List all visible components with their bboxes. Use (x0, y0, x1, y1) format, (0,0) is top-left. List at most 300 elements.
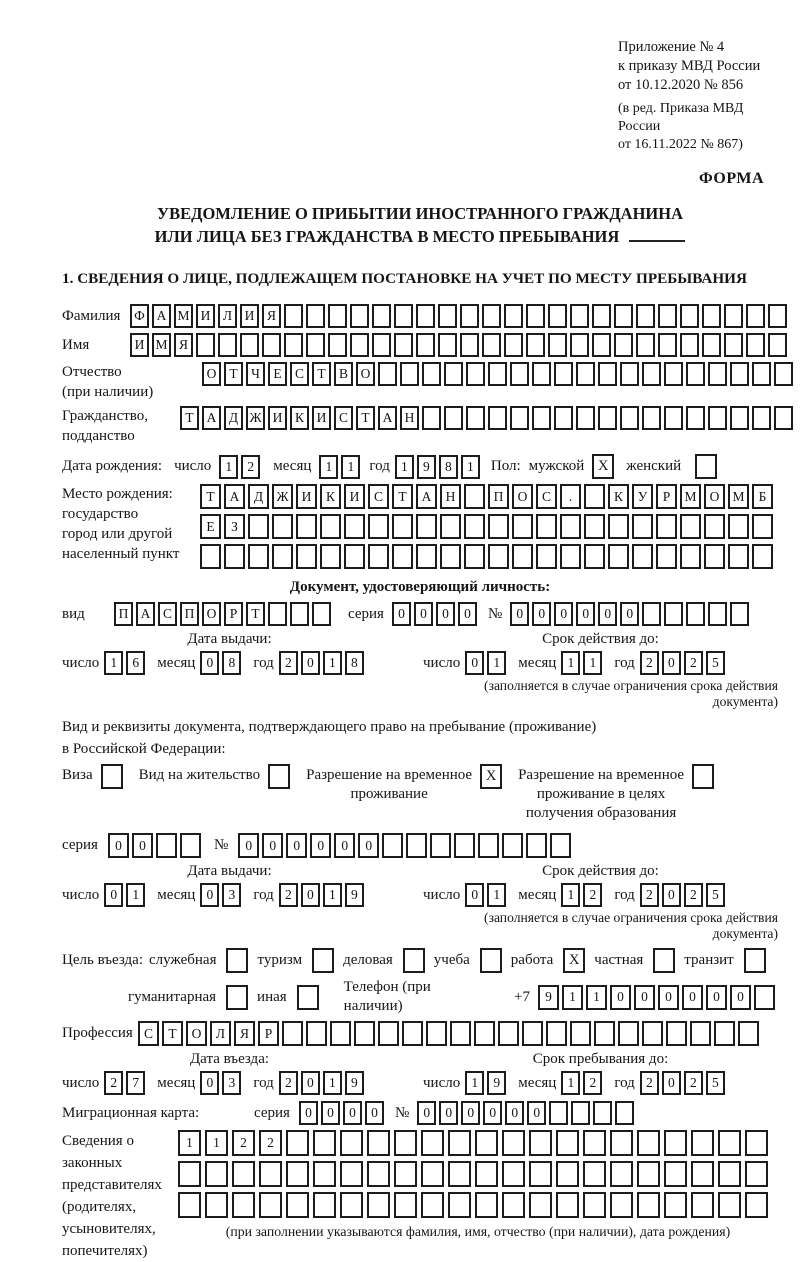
char-cell[interactable]: 2 (640, 651, 659, 675)
char-cell[interactable] (286, 1192, 309, 1218)
purpose-business-checkbox[interactable] (403, 948, 425, 973)
char-cell[interactable]: А (378, 406, 397, 430)
char-cell[interactable] (367, 1161, 390, 1187)
char-cell[interactable]: И (240, 304, 259, 328)
char-cell[interactable] (248, 544, 269, 569)
char-cell[interactable]: 0 (436, 602, 455, 626)
char-cell[interactable]: А (416, 484, 437, 509)
temporary-residence-checkbox[interactable]: X (480, 764, 502, 789)
char-cell[interactable] (610, 1192, 633, 1218)
char-cell[interactable] (730, 406, 749, 430)
temporary-residence-education-checkbox[interactable] (692, 764, 714, 789)
char-cell[interactable]: И (130, 333, 149, 357)
char-cell[interactable]: 0 (465, 651, 484, 675)
char-cell[interactable] (724, 333, 743, 357)
char-cell[interactable] (546, 1021, 567, 1046)
char-cell[interactable] (350, 333, 369, 357)
char-cell[interactable]: П (488, 484, 509, 509)
char-cell[interactable]: Б (752, 484, 773, 509)
char-cell[interactable] (636, 304, 655, 328)
char-cell[interactable]: В (334, 362, 353, 386)
char-cell[interactable] (328, 333, 347, 357)
char-cell[interactable]: 1 (219, 455, 238, 479)
char-cell[interactable]: 0 (104, 883, 123, 907)
char-cell[interactable] (526, 333, 545, 357)
char-cell[interactable]: 0 (554, 602, 573, 626)
char-cell[interactable] (448, 1192, 471, 1218)
char-cell[interactable] (686, 406, 705, 430)
char-cell[interactable]: 0 (238, 833, 259, 858)
char-cell[interactable] (268, 602, 287, 626)
char-cell[interactable]: 3 (222, 1071, 241, 1095)
char-cell[interactable]: 0 (301, 883, 320, 907)
char-cell[interactable]: 1 (395, 455, 414, 479)
char-cell[interactable]: Я (262, 304, 281, 328)
char-cell[interactable]: 1 (583, 651, 602, 675)
char-cell[interactable] (448, 1130, 471, 1156)
char-cell[interactable] (312, 602, 331, 626)
char-cell[interactable] (367, 1192, 390, 1218)
char-cell[interactable] (745, 1130, 768, 1156)
char-cell[interactable]: Ж (272, 484, 293, 509)
char-cell[interactable] (560, 544, 581, 569)
char-cell[interactable] (614, 304, 633, 328)
char-cell[interactable]: 1 (461, 455, 480, 479)
char-cell[interactable] (592, 333, 611, 357)
char-cell[interactable] (768, 333, 787, 357)
char-cell[interactable] (571, 1101, 590, 1125)
char-cell[interactable] (610, 1130, 633, 1156)
char-cell[interactable] (392, 544, 413, 569)
char-cell[interactable] (620, 406, 639, 430)
char-cell[interactable] (488, 544, 509, 569)
purpose-study-checkbox[interactable] (480, 948, 502, 973)
char-cell[interactable] (608, 544, 629, 569)
char-cell[interactable]: 0 (662, 651, 681, 675)
char-cell[interactable]: О (186, 1021, 207, 1046)
char-cell[interactable] (752, 544, 773, 569)
char-cell[interactable] (488, 514, 509, 539)
char-cell[interactable] (570, 304, 589, 328)
char-cell[interactable]: И (268, 406, 287, 430)
char-cell[interactable] (658, 304, 677, 328)
char-cell[interactable] (205, 1161, 228, 1187)
char-cell[interactable]: Н (400, 406, 419, 430)
purpose-tourism-checkbox[interactable] (312, 948, 334, 973)
char-cell[interactable] (394, 1130, 417, 1156)
char-cell[interactable] (592, 304, 611, 328)
char-cell[interactable] (286, 1130, 309, 1156)
char-cell[interactable] (504, 333, 523, 357)
char-cell[interactable] (400, 362, 419, 386)
char-cell[interactable]: Р (224, 602, 243, 626)
char-cell[interactable] (416, 304, 435, 328)
char-cell[interactable]: 9 (538, 985, 559, 1010)
char-cell[interactable]: 1 (323, 1071, 342, 1095)
char-cell[interactable] (426, 1021, 447, 1046)
char-cell[interactable]: 2 (583, 883, 602, 907)
purpose-private-checkbox[interactable] (653, 948, 675, 973)
char-cell[interactable]: 0 (365, 1101, 384, 1125)
char-cell[interactable]: 0 (483, 1101, 502, 1125)
char-cell[interactable] (560, 514, 581, 539)
char-cell[interactable]: Ф (130, 304, 149, 328)
char-cell[interactable] (556, 1130, 579, 1156)
char-cell[interactable] (746, 333, 765, 357)
char-cell[interactable]: 0 (358, 833, 379, 858)
char-cell[interactable] (488, 406, 507, 430)
char-cell[interactable] (576, 406, 595, 430)
char-cell[interactable]: 2 (684, 651, 703, 675)
char-cell[interactable] (691, 1130, 714, 1156)
char-cell[interactable]: У (632, 484, 653, 509)
char-cell[interactable] (532, 406, 551, 430)
char-cell[interactable] (691, 1161, 714, 1187)
char-cell[interactable] (570, 1021, 591, 1046)
char-cell[interactable] (466, 406, 485, 430)
char-cell[interactable] (598, 406, 617, 430)
char-cell[interactable]: И (312, 406, 331, 430)
char-cell[interactable]: 0 (532, 602, 551, 626)
char-cell[interactable] (402, 1021, 423, 1046)
char-cell[interactable] (440, 514, 461, 539)
char-cell[interactable] (306, 1021, 327, 1046)
sex-female-checkbox[interactable] (695, 454, 717, 479)
char-cell[interactable] (372, 304, 391, 328)
char-cell[interactable] (554, 406, 573, 430)
char-cell[interactable] (498, 1021, 519, 1046)
char-cell[interactable] (306, 304, 325, 328)
char-cell[interactable] (664, 1192, 687, 1218)
char-cell[interactable] (475, 1192, 498, 1218)
char-cell[interactable] (718, 1130, 741, 1156)
char-cell[interactable] (526, 833, 547, 858)
char-cell[interactable]: 2 (104, 1071, 123, 1095)
char-cell[interactable] (218, 333, 237, 357)
char-cell[interactable] (421, 1130, 444, 1156)
char-cell[interactable] (482, 304, 501, 328)
char-cell[interactable] (550, 833, 571, 858)
char-cell[interactable] (475, 1161, 498, 1187)
sex-male-checkbox[interactable]: X (592, 454, 614, 479)
char-cell[interactable] (680, 333, 699, 357)
char-cell[interactable] (205, 1192, 228, 1218)
char-cell[interactable] (448, 1161, 471, 1187)
char-cell[interactable]: 0 (262, 833, 283, 858)
char-cell[interactable] (290, 602, 309, 626)
char-cell[interactable]: 1 (319, 455, 338, 479)
char-cell[interactable] (532, 362, 551, 386)
char-cell[interactable]: 0 (321, 1101, 340, 1125)
char-cell[interactable] (378, 362, 397, 386)
char-cell[interactable] (774, 406, 793, 430)
char-cell[interactable] (536, 544, 557, 569)
char-cell[interactable]: О (202, 362, 221, 386)
char-cell[interactable] (382, 833, 403, 858)
char-cell[interactable]: 8 (439, 455, 458, 479)
purpose-transit-checkbox[interactable] (744, 948, 766, 973)
char-cell[interactable]: О (356, 362, 375, 386)
char-cell[interactable]: С (368, 484, 389, 509)
char-cell[interactable]: 9 (487, 1071, 506, 1095)
char-cell[interactable] (642, 602, 661, 626)
char-cell[interactable]: А (224, 484, 245, 509)
char-cell[interactable]: Т (162, 1021, 183, 1046)
char-cell[interactable] (632, 544, 653, 569)
char-cell[interactable] (548, 304, 567, 328)
char-cell[interactable] (702, 333, 721, 357)
char-cell[interactable] (466, 362, 485, 386)
char-cell[interactable] (394, 304, 413, 328)
char-cell[interactable]: 0 (706, 985, 727, 1010)
char-cell[interactable]: 0 (505, 1101, 524, 1125)
char-cell[interactable] (350, 304, 369, 328)
char-cell[interactable]: 0 (610, 985, 631, 1010)
char-cell[interactable]: Р (656, 484, 677, 509)
char-cell[interactable]: Я (174, 333, 193, 357)
char-cell[interactable]: 0 (310, 833, 331, 858)
char-cell[interactable] (728, 544, 749, 569)
char-cell[interactable] (658, 333, 677, 357)
char-cell[interactable] (394, 333, 413, 357)
char-cell[interactable] (368, 514, 389, 539)
char-cell[interactable]: С (138, 1021, 159, 1046)
char-cell[interactable] (512, 514, 533, 539)
char-cell[interactable]: О (202, 602, 221, 626)
purpose-official-checkbox[interactable] (226, 948, 248, 973)
char-cell[interactable] (664, 1130, 687, 1156)
char-cell[interactable]: Т (392, 484, 413, 509)
char-cell[interactable]: М (174, 304, 193, 328)
char-cell[interactable]: 0 (576, 602, 595, 626)
char-cell[interactable] (460, 333, 479, 357)
char-cell[interactable] (328, 304, 347, 328)
char-cell[interactable] (583, 1192, 606, 1218)
char-cell[interactable]: 0 (658, 985, 679, 1010)
char-cell[interactable]: 0 (299, 1101, 318, 1125)
char-cell[interactable] (686, 362, 705, 386)
char-cell[interactable]: 5 (706, 651, 725, 675)
char-cell[interactable]: 0 (730, 985, 751, 1010)
char-cell[interactable]: О (704, 484, 725, 509)
char-cell[interactable] (529, 1192, 552, 1218)
char-cell[interactable]: Л (210, 1021, 231, 1046)
char-cell[interactable]: Я (234, 1021, 255, 1046)
char-cell[interactable] (272, 514, 293, 539)
char-cell[interactable]: 0 (343, 1101, 362, 1125)
char-cell[interactable] (296, 544, 317, 569)
char-cell[interactable]: 8 (345, 651, 364, 675)
char-cell[interactable] (286, 1161, 309, 1187)
char-cell[interactable]: 1 (205, 1130, 228, 1156)
char-cell[interactable] (529, 1130, 552, 1156)
char-cell[interactable] (313, 1130, 336, 1156)
char-cell[interactable] (615, 1101, 634, 1125)
char-cell[interactable] (372, 333, 391, 357)
char-cell[interactable] (680, 514, 701, 539)
char-cell[interactable]: 0 (392, 602, 411, 626)
char-cell[interactable] (548, 333, 567, 357)
char-cell[interactable] (344, 514, 365, 539)
char-cell[interactable] (259, 1161, 282, 1187)
char-cell[interactable]: 0 (598, 602, 617, 626)
char-cell[interactable]: 2 (583, 1071, 602, 1095)
char-cell[interactable] (444, 362, 463, 386)
char-cell[interactable] (686, 602, 705, 626)
char-cell[interactable]: М (728, 484, 749, 509)
char-cell[interactable] (394, 1192, 417, 1218)
char-cell[interactable] (637, 1130, 660, 1156)
char-cell[interactable]: 1 (487, 651, 506, 675)
char-cell[interactable] (422, 406, 441, 430)
char-cell[interactable]: А (202, 406, 221, 430)
char-cell[interactable]: 6 (126, 651, 145, 675)
char-cell[interactable] (320, 544, 341, 569)
char-cell[interactable] (576, 362, 595, 386)
char-cell[interactable] (664, 1161, 687, 1187)
char-cell[interactable] (620, 362, 639, 386)
char-cell[interactable] (392, 514, 413, 539)
char-cell[interactable] (421, 1192, 444, 1218)
char-cell[interactable] (340, 1161, 363, 1187)
char-cell[interactable] (156, 833, 177, 858)
char-cell[interactable]: Т (224, 362, 243, 386)
char-cell[interactable] (320, 514, 341, 539)
char-cell[interactable] (368, 544, 389, 569)
char-cell[interactable] (752, 406, 771, 430)
char-cell[interactable]: 0 (301, 651, 320, 675)
char-cell[interactable] (556, 1161, 579, 1187)
char-cell[interactable]: Ж (246, 406, 265, 430)
char-cell[interactable]: 3 (222, 883, 241, 907)
char-cell[interactable]: 9 (345, 883, 364, 907)
char-cell[interactable] (262, 333, 281, 357)
char-cell[interactable] (502, 833, 523, 858)
char-cell[interactable] (746, 304, 765, 328)
char-cell[interactable] (313, 1161, 336, 1187)
char-cell[interactable] (478, 833, 499, 858)
char-cell[interactable] (642, 362, 661, 386)
char-cell[interactable] (474, 1021, 495, 1046)
char-cell[interactable] (754, 985, 775, 1010)
char-cell[interactable] (718, 1161, 741, 1187)
char-cell[interactable]: 2 (279, 1071, 298, 1095)
char-cell[interactable] (450, 1021, 471, 1046)
char-cell[interactable] (502, 1161, 525, 1187)
char-cell[interactable] (680, 544, 701, 569)
char-cell[interactable] (752, 514, 773, 539)
char-cell[interactable] (583, 1130, 606, 1156)
char-cell[interactable] (583, 1161, 606, 1187)
char-cell[interactable]: 2 (279, 883, 298, 907)
char-cell[interactable]: 1 (562, 985, 583, 1010)
char-cell[interactable]: 0 (200, 651, 219, 675)
char-cell[interactable] (584, 484, 605, 509)
char-cell[interactable] (330, 1021, 351, 1046)
char-cell[interactable] (259, 1192, 282, 1218)
char-cell[interactable] (774, 362, 793, 386)
char-cell[interactable] (284, 304, 303, 328)
char-cell[interactable]: 0 (461, 1101, 480, 1125)
char-cell[interactable]: 1 (586, 985, 607, 1010)
char-cell[interactable]: 0 (465, 883, 484, 907)
char-cell[interactable] (666, 1021, 687, 1046)
char-cell[interactable] (272, 544, 293, 569)
char-cell[interactable] (664, 602, 683, 626)
char-cell[interactable] (232, 1192, 255, 1218)
char-cell[interactable]: 1 (561, 651, 580, 675)
char-cell[interactable] (690, 1021, 711, 1046)
char-cell[interactable]: 2 (241, 455, 260, 479)
char-cell[interactable]: П (180, 602, 199, 626)
char-cell[interactable] (178, 1192, 201, 1218)
char-cell[interactable] (344, 544, 365, 569)
char-cell[interactable]: 2 (640, 1071, 659, 1095)
purpose-humanitarian-checkbox[interactable] (226, 985, 248, 1010)
char-cell[interactable] (598, 362, 617, 386)
char-cell[interactable] (718, 1192, 741, 1218)
char-cell[interactable] (248, 514, 269, 539)
residence-permit-checkbox[interactable] (268, 764, 290, 789)
char-cell[interactable] (730, 602, 749, 626)
char-cell[interactable]: К (608, 484, 629, 509)
char-cell[interactable] (440, 544, 461, 569)
char-cell[interactable]: 1 (178, 1130, 201, 1156)
char-cell[interactable]: 1 (323, 651, 342, 675)
char-cell[interactable]: 1 (341, 455, 360, 479)
char-cell[interactable] (570, 333, 589, 357)
char-cell[interactable] (691, 1192, 714, 1218)
char-cell[interactable]: 0 (510, 602, 529, 626)
char-cell[interactable] (752, 362, 771, 386)
char-cell[interactable]: М (152, 333, 171, 357)
char-cell[interactable] (178, 1161, 201, 1187)
char-cell[interactable] (593, 1101, 612, 1125)
char-cell[interactable] (240, 333, 259, 357)
char-cell[interactable]: С (158, 602, 177, 626)
char-cell[interactable]: 7 (126, 1071, 145, 1095)
purpose-work-checkbox[interactable]: X (563, 948, 585, 973)
char-cell[interactable] (464, 544, 485, 569)
char-cell[interactable] (444, 406, 463, 430)
char-cell[interactable] (708, 602, 727, 626)
char-cell[interactable] (464, 514, 485, 539)
char-cell[interactable] (724, 304, 743, 328)
char-cell[interactable]: 0 (527, 1101, 546, 1125)
char-cell[interactable] (502, 1130, 525, 1156)
char-cell[interactable] (354, 1021, 375, 1046)
char-cell[interactable] (313, 1192, 336, 1218)
char-cell[interactable]: Ч (246, 362, 265, 386)
char-cell[interactable]: 0 (132, 833, 153, 858)
char-cell[interactable] (282, 1021, 303, 1046)
char-cell[interactable] (296, 514, 317, 539)
char-cell[interactable] (510, 362, 529, 386)
char-cell[interactable] (526, 304, 545, 328)
char-cell[interactable] (367, 1130, 390, 1156)
char-cell[interactable]: Е (200, 514, 221, 539)
char-cell[interactable] (196, 333, 215, 357)
char-cell[interactable] (416, 514, 437, 539)
char-cell[interactable] (224, 544, 245, 569)
char-cell[interactable]: 0 (682, 985, 703, 1010)
char-cell[interactable] (728, 514, 749, 539)
char-cell[interactable] (438, 333, 457, 357)
char-cell[interactable]: 2 (279, 651, 298, 675)
char-cell[interactable] (454, 833, 475, 858)
char-cell[interactable] (594, 1021, 615, 1046)
char-cell[interactable]: 2 (684, 883, 703, 907)
